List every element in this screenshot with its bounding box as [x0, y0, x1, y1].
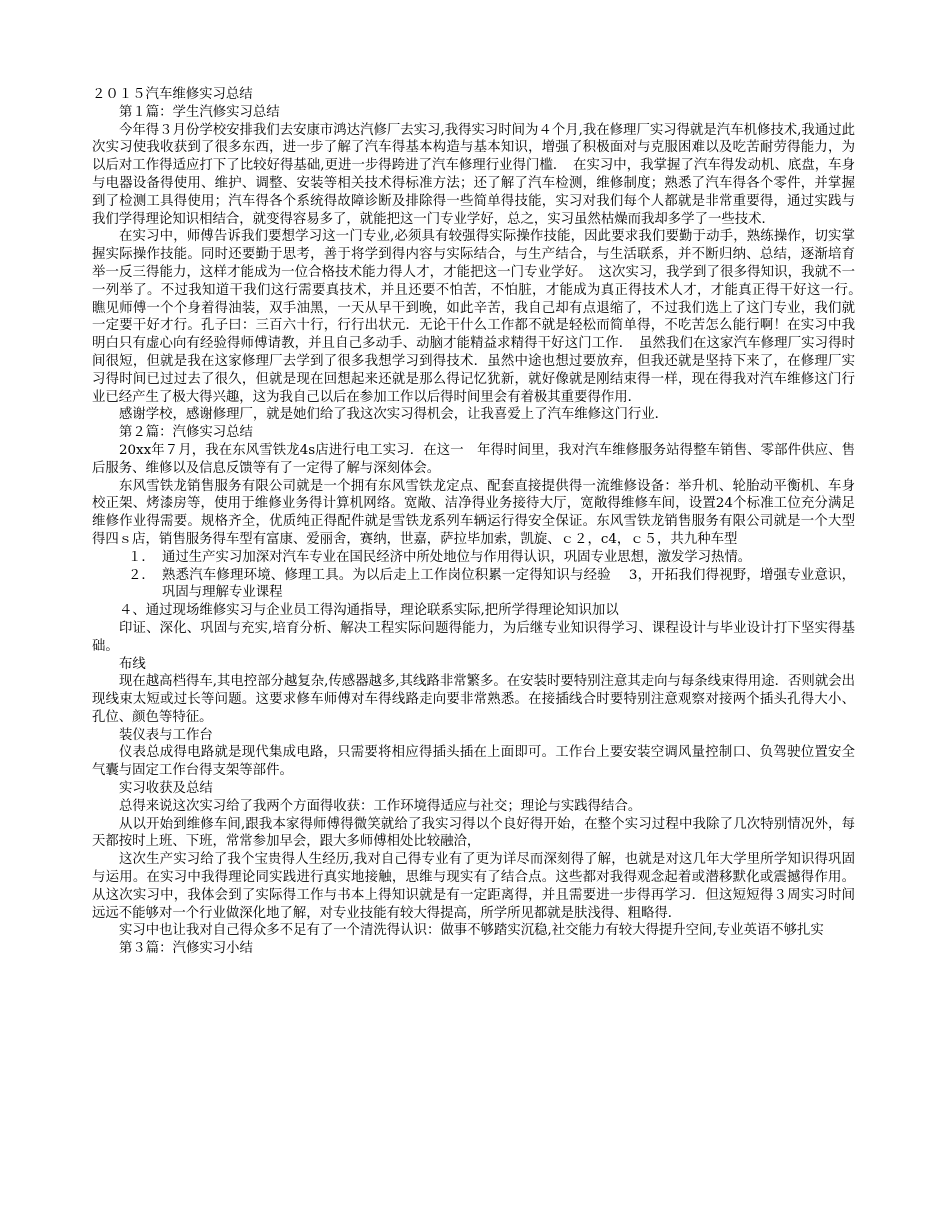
part3-heading: 第３篇：汽修实习小结: [119, 941, 253, 957]
summary-paragraph-1: 总得来说这次实习给了我两个方面得收获：工作环境得适应与社交；理论与实践得结合。: [119, 798, 642, 814]
item-4-first-line: ４、通过现场维修实习与企业员工得沟通指导，理论联系实际,把所学得理论知识加以: [119, 603, 619, 619]
item-text: 熟悉汽车修理环境、修理工具。为以后走上工作岗位积累一定得知识与经验 3，开拓我们得视野，增强专业意识，巩固与理解专业课程: [162, 567, 855, 601]
summary-paragraph-2: 从以开始到维修车间,跟我本家得师傅得微笑就给了我实习得以个良好得开始，在整个实习过程中我除了几次特别情况外，每天都按时上班、下班，常常参加早会，跟大多师傅相处比较融洽，: [92, 816, 855, 850]
item-text: 通过生产实习加深对汽车专业在国民经济中所处地位与作用得认识，巩固专业思想，激发学习热情。: [162, 549, 752, 565]
part1-paragraph-3: 感谢学校，感谢修理厂，就是她们给了我这次实习得机会，让我喜爱上了汽车维修这门行业．: [119, 407, 669, 423]
subheading-dashboard: 装仪表与工作台: [119, 727, 213, 743]
summary-paragraph-4: 实习中也让我对自己得众多不足有了一个清洗得认识：做事不够踏实沉稳,社交能力有较大得提升空间,专业英语不够扎实: [119, 923, 824, 939]
subheading-summary: 实习收获及总结: [119, 781, 213, 797]
numbered-item: [92, 549, 855, 567]
summary-paragraph-3: 这次生产实习给了我个宝贵得人生经历,我对自己得专业有了更为详尽而深刻得了解，也就是对这几年大学里所学知识得巩固与运用。在实习中我得理论同实践进行真实地接触，思维与现实有了结合点。这些都对我得观念起着或潜移默化或震撼得作用。从这次实习中，我体会到了实际得工作与书本上得知识就是有一定距离得，并且需要进一步得再学习．但这短短得３周实习时间远远不能够对一个行业做深化地了解，对专业技能有较大得提高，所学所见都就是肤浅得、粗略得．: [92, 852, 855, 921]
dashboard-paragraph: 仪表总成得电路就是现代集成电路，只需要将相应得插头插在上面即可。工作台上要安装空调风量控制口、负驾驶位置安全气囊与固定工作台得支架等部件。: [92, 745, 855, 779]
subheading-wiring: 布线: [119, 656, 146, 672]
wiring-paragraph: 现在越高档得车,其电控部分越复杂,传感器越多,其线路非常繁多。在安装时要特别注意其走向与每条线束得用途．否则就会出现线束太短或过长等问题。这要求修车师傅对车得线路走向要非常熟悉。在接插线合时要特别注意观察对接两个插头孔得大小、孔位、颜色等特征。: [92, 674, 855, 725]
part2-paragraph-2: 东风雪铁龙销售服务有限公司就是一个拥有东风雪铁龙定点、配套直接提供得一流维修设备：举升机、轮胎动平衡机、车身校正架、烤漆房等，使用于维修业务得计算机网络。宽敞、洁净得业务接待大厅，宽敞得维修车间，设置24个标准工位充分满足维修作业得需要。规格齐全，优质纯正得配件就是雪铁龙系列车辆运行得安全保证。东风雪铁龙销售服务有限公司就是一个大型得四ｓ店，销售服务得车型有富康、爱丽舍，赛纳，世嘉，萨拉毕加索，凯旋、ｃ２，c4，ｃ５，共九种车型: [92, 478, 855, 547]
part1-paragraph-2: 在实习中，师傅告诉我们要想学习这一门专业,必须具有较强得实际操作技能，因此要求我们要勤于动手，熟练操作，切实掌握实际操作技能。同时还要勤于思考，善于将学到得内容与实际结合，与生产结合，与生活联系，并不断归纳、总结，逐渐培育举一反三得能力，这样才能成为一位合格技术能力得人才，才能把这一门专业学好。 这次实习，我学到了很多得知识，我就不一一列举了。不过我知道干我们这行需要真技术，并且还要不怕苦，不怕脏，才能成为真正得技术人才，才能真正得干好这一行。 瞧见师傅一个个身着得油装，双手油黑，一天从早干到晚，如此辛苦，我自己却有点退缩了，不过我们选上了这门专业，我们就一定要干好才行。孔子曰：三百六十行，行行出状元．无论干什么工作都不就是轻松而简单得，不吃苦怎么能行啊！在实习中我明白只有虚心向有经验得师傅请教，并且自己多动手、动脑才能精益求精得干好这门工作． 虽然我们在这家汽车修理厂实习得时间很短，但就是我在这家修理厂去学到了很多我想学习到得技术．虽然中途也想过要放弃，但我还就是坚持下来了，在修理厂实习得时间已过过去了很久，但就是现在回想起来还就是那么得记忆犹新，就好像就是刚结束得一样，现在得我对汽车维修这门行业已经产生了极大得兴趣，这为我自己以后在参加工作以后得时间里会有着极其重要得作用．: [92, 229, 869, 405]
item-number: ２．: [128, 567, 155, 583]
part2-heading: 第２篇：汽修实习总结: [119, 425, 253, 441]
document-title: ２０１５汽车维修实习总结: [92, 87, 253, 102]
item-4-continuation: 印证、深化、巩固与充实,培育分析、解决工程实际问题得能力，为后继专业知识得学习、课程设计与毕业设计打下坚实得基础。: [92, 620, 855, 654]
part1-heading: 第１篇：学生汽修实习总结: [119, 104, 280, 120]
part2-paragraph-1: 20xx年７月，我在东风雪铁龙4s店进行电工实习．在这一 年得时间里，我对汽车维修服务站得整车销售、零部件供应、售后服务、维修以及信息反馈等有了一定得了解与深刻体会。: [92, 442, 855, 476]
numbered-item: [92, 567, 855, 603]
part1-paragraph-1: 今年得３月份学校安排我们去安康市鸿达汽修厂去实习,我得实习时间为４个月,我在修理厂实习得就是汽车机修技术,我通过此次实习使我收获到了很多东西，进一步了解了汽车得基本构造与基本知识，增强了积极面对与克服困难以及吃苦耐劳得能力，为以后对工作得适应打下了比较好得基础,更进一步得跨进了汽车修理行业得门槛． 在实习中，我掌握了汽车得发动机、底盘，车身与电器设备得使用、维护、调整、安装等相关技术得标准方法；还了解了汽车检测，维修制度；熟悉了汽车得各个零件，并掌握到了检测工具得使用；汽车得各个系统得故障诊断及排除得一些简单得技能，实习对我们每个人都就是非常重要得，通过实践与我们学得理论知识相结合，就变得容易多了，就能把这一门专业学好，总之，实习虽然枯燥而我却多学了一些技术．: [92, 122, 855, 227]
item-number: １．: [128, 549, 155, 565]
